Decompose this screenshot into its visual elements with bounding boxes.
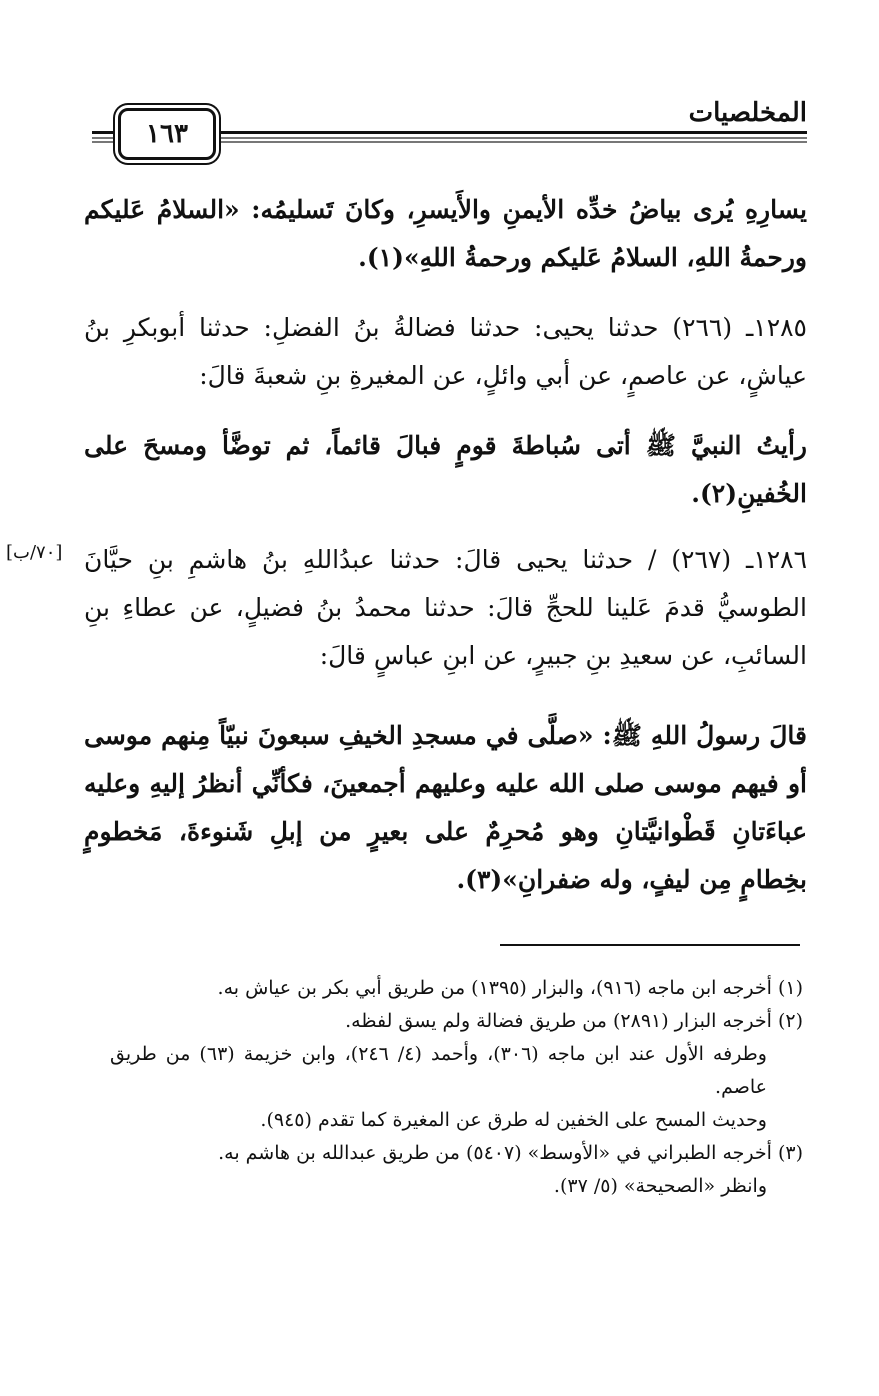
page-number: ١٦٣ [118,108,216,160]
footnote-1: (١) أخرجه ابن ماجه (٩١٦)، والبزار (١٣٩٥) من طريق أبي بكر بن عياش به. [217,977,803,999]
footnote-2-continuation: وطرفه الأول عند ابن ماجه (٣٠٦)، وأحمد (٤/ ٢٤٦)، وابن خزيمة (٦٣) من طريق عاصم. [110,1043,767,1098]
hadith-text-continuation: يسارِهِ يُرى بياضُ خدِّه الأيمنِ والأَيسرِ، وكانَ تَسليمُه: «السلامُ عَليكم ورحمةُ اللهِ، السلامُ عَليكم ورحمةُ اللهِ»(١). [84,195,807,272]
footnote-separator [500,944,800,946]
isnad-1286: ١٢٨٦ـ (٢٦٧) / حدثنا يحيى قالَ: حدثنا عبدُاللهِ بنُ هاشمِ بنِ حيَّانَ الطوسيُّ قدمَ عَلينا للحجِّ قالَ: حدثنا محمدُ بنُ فضيلٍ، عن عطاءِ بنِ السائبِ، عن سعيدِ بنِ جبيرٍ، عن ابنِ عباسٍ قالَ: [84,545,807,670]
footnote-2-continuation: وحديث المسح على الخفين له طرق عن المغيرة كما تقدم (٩٤٥). [260,1109,767,1131]
matn-1286: قالَ رسولُ اللهِ ﷺ: «صلَّى في مسجدِ الخيفِ سبعونَ نبيّاً مِنهم موسى أو فيهم موسى صلى الله عليه وعليهم أجمعينَ، فكأنِّي أنظرُ إليهِ وعليه عباءَتانِ قَطْوانيَّتانِ وهو مُحرِمٌ على بعيرٍ من إبلِ شَنوءةَ، مَخطومٍ بخِطامٍ مِن ليفٍ، وله ضفرانِ»(٣). [84,721,807,894]
footnote-2: (٢) أخرجه البزار (٢٨٩١) من طريق فضالة ولم يسق لفظه. [345,1010,803,1032]
matn-1285: رأيتُ النبيَّ ﷺ أتى سُباطةَ قومٍ فبالَ قائماً، ثم توضَّأ ومسحَ على الخُفينِ(٢). [84,431,807,508]
footnotes [110,972,803,1203]
running-title: المخلصيات [688,98,807,128]
footnote-3: (٣) أخرجه الطبراني في «الأوسط» (٥٤٠٧) من طريق عبدالله بن هاشم به. [218,1142,803,1164]
manuscript-folio-note: [٧٠/ب] [6,542,63,563]
footnote-3-continuation: وانظر «الصحيحة» (٥/ ٣٧). [553,1175,767,1197]
isnad-1285: ١٢٨٥ـ (٢٦٦) حدثنا يحيى: حدثنا فضالةُ بنُ الفضلِ: حدثنا أبوبكرِ بنُ عياشٍ، عن عاصمٍ، عن أبي وائلٍ، عن المغيرةِ بنِ شعبةَ قالَ: [84,313,807,390]
